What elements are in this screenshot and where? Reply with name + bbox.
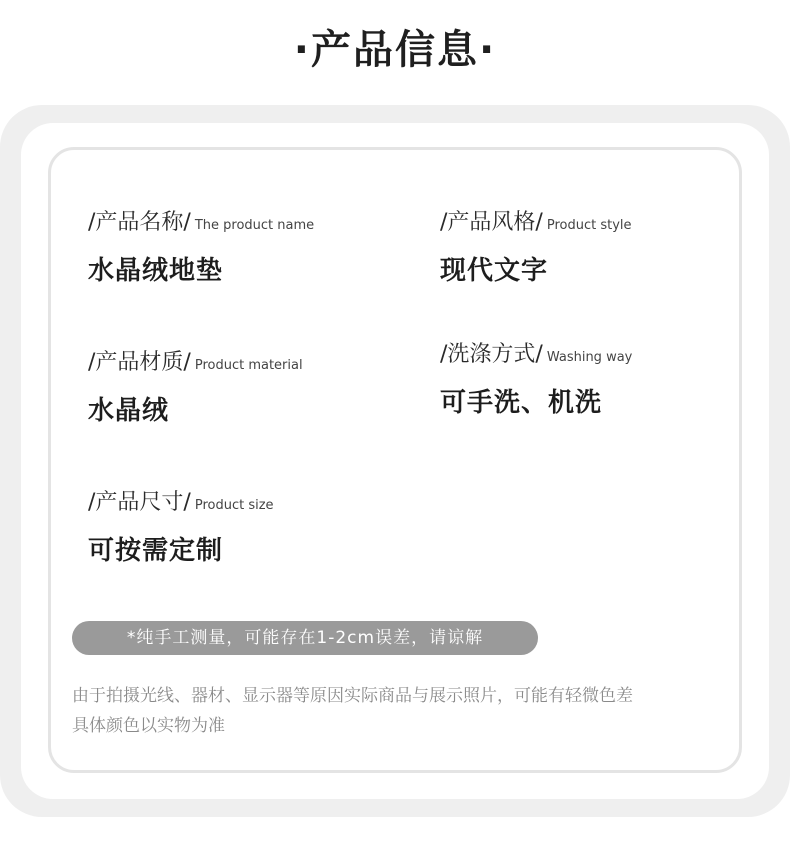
field-label-cn: /洗涤方式/ bbox=[440, 342, 543, 367]
field-label-en: Product material bbox=[194, 358, 303, 373]
field-value: 水晶绒地垫 bbox=[88, 256, 224, 286]
field-value: 可按需定制 bbox=[88, 536, 224, 566]
field-label bbox=[88, 345, 303, 376]
field-label bbox=[88, 205, 314, 236]
field-product-style bbox=[440, 205, 632, 287]
field-label-en: The product name bbox=[194, 218, 315, 233]
field-value: 水晶绒 bbox=[88, 396, 170, 426]
measurement-note-badge: *纯手工测量，可能存在1-2cm误差，请谅解 bbox=[72, 621, 538, 655]
field-label-en: Product style bbox=[546, 218, 632, 233]
page-title: ·产品信息· bbox=[293, 27, 497, 73]
field-washing-way bbox=[440, 337, 632, 419]
field-value: 可手洗、机洗 bbox=[440, 388, 603, 418]
field-label-en: Product size bbox=[194, 498, 274, 513]
field-product-size bbox=[88, 485, 274, 567]
field-label bbox=[440, 205, 632, 236]
disclaimer-line: 具体颜色以实物为准 bbox=[72, 716, 225, 736]
field-label bbox=[440, 337, 632, 368]
field-label-cn: /产品尺寸/ bbox=[88, 490, 191, 515]
field-label-cn: /产品名称/ bbox=[88, 210, 191, 235]
field-label-cn: /产品风格/ bbox=[440, 210, 543, 235]
field-product-material bbox=[88, 345, 303, 427]
field-product-name bbox=[88, 205, 314, 287]
field-value: 现代文字 bbox=[440, 256, 549, 286]
field-label-cn: /产品材质/ bbox=[88, 350, 191, 375]
field-label bbox=[88, 485, 274, 516]
color-disclaimer bbox=[72, 681, 732, 741]
field-label-en: Washing way bbox=[546, 350, 633, 365]
disclaimer-line: 由于拍摄光线、器材、显示器等原因实际商品与展示照片，可能有轻微色差 bbox=[72, 686, 633, 706]
